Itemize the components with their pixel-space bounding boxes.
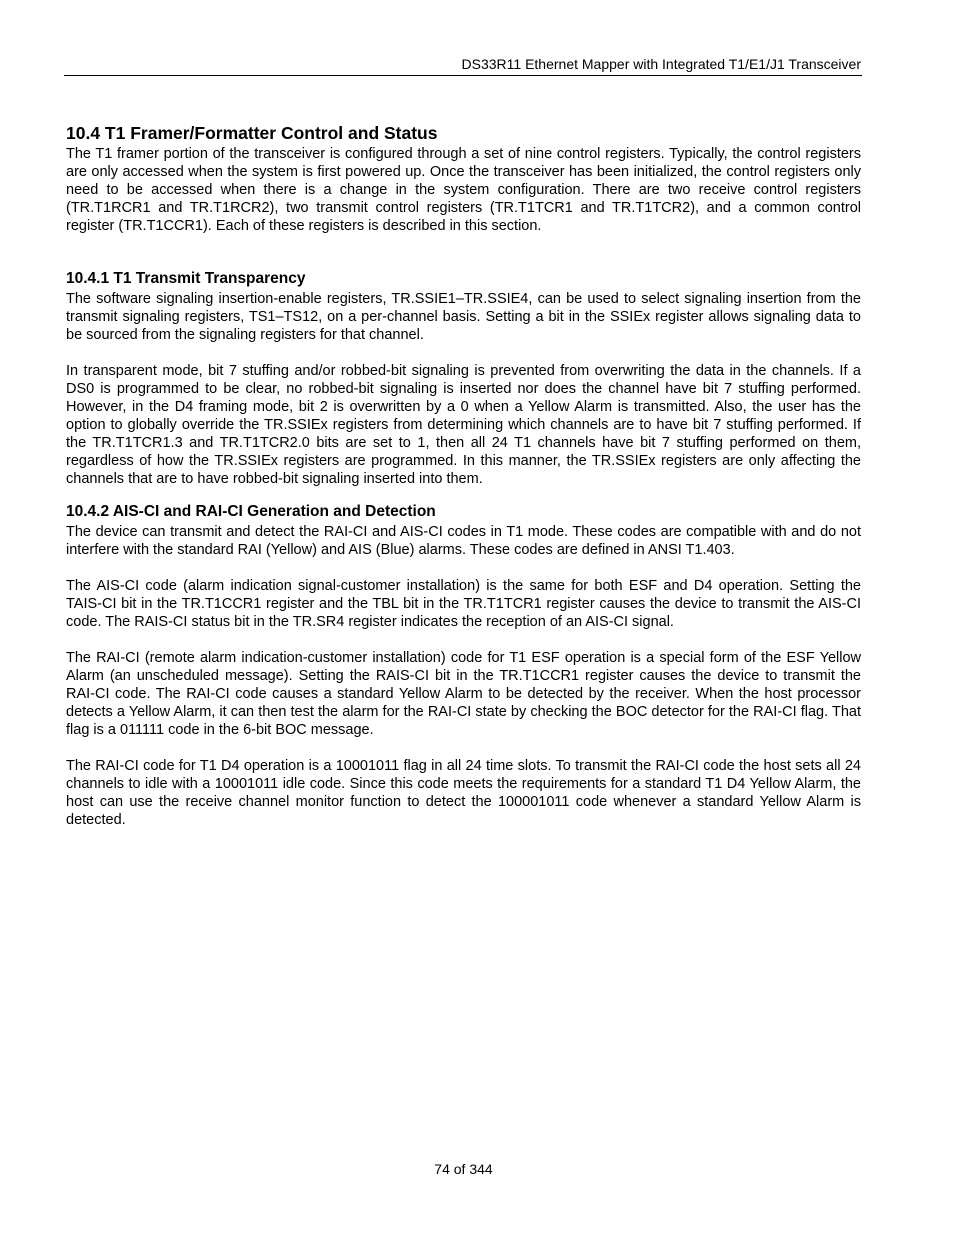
section-intro-paragraph: The T1 framer portion of the transceiver is configured through a set of nine control registers. Typically, the control registers are only accessed when the system is first powered up. Once the transceiver has been initialized, the control registers only need to be accessed when there is a change in the system configuration. There are two receive control registers (TR.T1RCR1 and TR.T1RCR2), two transmit control registers (TR.T1TCR1 and TR.T1TCR2), and a common control register (TR.T1CCR1). Each of these registers is described in this section. [66,146,861,234]
paragraph-ssie-registers: The software signaling insertion-enable registers, TR.SSIE1–TR.SSIE4, can be used to select signaling insertion from the transmit signaling registers, TS1–TS12, on a per-channel basis. Setting a bit in the SSIEx register allows signaling data to be sourced from the signaling registers for that channel. [66,291,861,343]
page-number: 74 of 344 [434,1161,493,1177]
subsection-heading-transmit-transparency: 10.4.1 T1 Transmit Transparency [66,270,306,287]
paragraph-rai-ci-d4: The RAI-CI code for T1 D4 operation is a 10001011 flag in all 24 time slots. To transmit the RAI-CI code the host sets all 24 channels to idle with a 10001011 idle code. Since this code meets the requirements for a standard T1 D4 Yellow Alarm, the host can use the receive channel monitor function to detect the 100001011 code whenever a standard Yellow Alarm is detected. [66,758,861,828]
header-divider [64,75,862,76]
paragraph-ais-ci: The AIS-CI code (alarm indication signal-customer installation) is the same for both ESF and D4 operation. Setting the TAIS-CI bit in the TR.T1CCR1 register and the TBL bit in the TR.T1TCR1 register causes the device to transmit the AIS-CI code. The RAIS-CI status bit in the TR.SR4 register indicates the reception of an AIS-CI signal. [66,578,861,630]
paragraph-codes-overview: The device can transmit and detect the RAI-CI and AIS-CI codes in T1 mode. These codes are compatible with and do not interfere with the standard RAI (Yellow) and AIS (Blue) alarms. These codes are defined in ANSI T1.403. [66,524,861,558]
subsection-heading-ais-rai: 10.4.2 AIS-CI and RAI-CI Generation and Detection [66,503,436,520]
section-heading: 10.4 T1 Framer/Formatter Control and Status [66,123,438,143]
paragraph-rai-ci-esf: The RAI-CI (remote alarm indication-customer installation) code for T1 ESF operation is a special form of the ESF Yellow Alarm (an unscheduled message). Setting the RAIS-CI bit in the TR.T1CCR1 register causes the device to transmit the RAI-CI code. The RAI-CI code causes a standard Yellow Alarm to be detected by the receiver. When the host processor detects a Yellow Alarm, it can then test the alarm for the RAI-CI state by checking the BOC detector for the RAI-CI flag. That flag is a 011111 code in the 6-bit BOC message. [66,650,861,738]
document-body [66,121,861,829]
running-header: DS33R11 Ethernet Mapper with Integrated T1/E1/J1 Transceiver [461,56,861,72]
paragraph-transparent-mode: In transparent mode, bit 7 stuffing and/or robbed-bit signaling is prevented from overwriting the data in the channels. If a DS0 is programmed to be clear, no robbed-bit signaling is inserted nor does the channel have bit 7 stuffing performed. However, in the D4 framing mode, bit 2 is overwritten by a 0 when a Yellow Alarm is transmitted. Also, the user has the option to globally override the TR.SSIEx registers from determining which channels are to have bit 7 stuffing performed. If the TR.T1TCR1.3 and TR.T1TCR2.0 bits are set to 1, then all 24 T1 channels have bit 7 stuffing performed on them, regardless of how the TR.SSIEx registers are programmed. In this manner, the TR.SSIEx registers are only affecting the channels that are to have robbed-bit signaling inserted into them. [66,363,861,487]
